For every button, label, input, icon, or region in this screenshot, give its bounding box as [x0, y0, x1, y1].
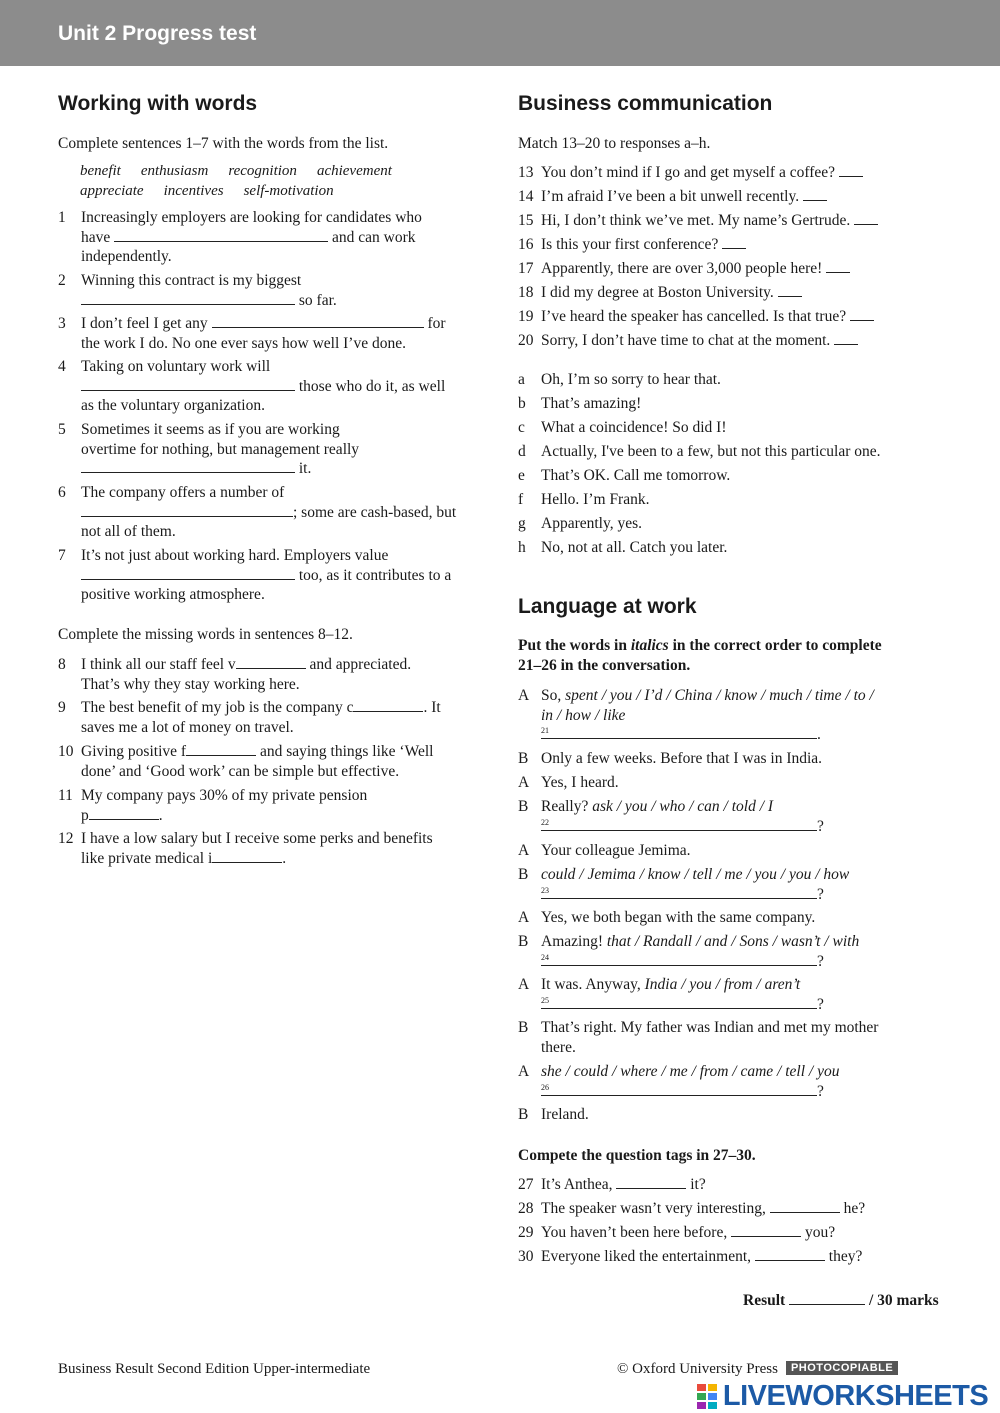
question-number: 10	[58, 743, 74, 760]
response-text: Hello. I’m Frank.	[541, 491, 650, 508]
response-b	[518, 394, 943, 414]
question-text: . It	[423, 699, 441, 716]
question-6	[58, 483, 483, 543]
dialogue-text: ?	[817, 1082, 824, 1100]
answer-blank-29[interactable]	[731, 1223, 801, 1237]
question-number: 11	[58, 787, 73, 804]
question-text: and can work	[332, 228, 416, 246]
speaker-label: A	[518, 842, 530, 859]
question-text: The speaker wasn’t very interesting,	[541, 1200, 766, 1217]
question-text: not all of them.	[81, 523, 176, 540]
response-text: That’s amazing!	[541, 395, 642, 412]
question-text: I did my degree at Boston University.	[541, 284, 774, 301]
dialogue-line	[518, 773, 943, 793]
dialogue-text: Really?	[541, 798, 589, 815]
question-number: 8	[58, 656, 66, 673]
question-text: Taking on voluntary work will	[81, 358, 271, 375]
question-text: I don’t feel I get any	[81, 315, 208, 332]
question-20	[518, 331, 943, 351]
question-7	[58, 546, 483, 606]
dialogue-text: That’s right. My father was Indian and met my mother	[541, 1019, 879, 1036]
question-number: 4	[58, 358, 66, 375]
question-text: The best benefit of my job is the company c	[81, 699, 354, 716]
question-11	[58, 786, 483, 826]
speaker-label: B	[518, 1106, 529, 1123]
answer-blank-22[interactable]	[541, 817, 817, 831]
response-c	[518, 418, 943, 438]
question-text: Sorry, I don’t have time to chat at the moment.	[541, 332, 831, 349]
question-text: the work I do. No one ever says how well I’ve done.	[81, 334, 406, 352]
answer-blank-11[interactable]	[89, 806, 159, 820]
question-text: .	[158, 806, 163, 824]
response-letter: f	[518, 491, 524, 508]
response-h	[518, 538, 943, 558]
question-number: 1	[58, 209, 66, 226]
question-number: 28	[518, 1200, 534, 1217]
response-text: Apparently, yes.	[541, 515, 643, 532]
answer-blank-26[interactable]	[541, 1082, 817, 1096]
response-text: Actually, I've been to a few, but not this particular one.	[541, 443, 881, 460]
question-text: Increasingly employers are looking for candidates who	[81, 209, 422, 226]
dialogue-text: there.	[541, 1038, 576, 1056]
response-text: That’s OK. Call me tomorrow.	[541, 467, 731, 484]
item-number: 24	[541, 952, 549, 962]
question-number: 27	[518, 1176, 534, 1193]
question-16	[518, 235, 943, 255]
question-number: 17	[518, 260, 534, 277]
question-text: That’s why they stay working here.	[81, 675, 300, 693]
question-text: You haven’t been here before,	[541, 1224, 728, 1241]
question-text: p	[81, 806, 89, 824]
answer-blank-30[interactable]	[755, 1247, 825, 1261]
answer-blank-14[interactable]	[803, 189, 827, 201]
question-text: Winning this contract is my biggest	[81, 272, 302, 289]
answer-blank-5[interactable]	[81, 459, 295, 473]
dialogue-text: ?	[817, 952, 824, 970]
jumbled-words: that / Randall / and / Sons / wasn’t / with	[606, 933, 860, 950]
response-letter: b	[518, 395, 526, 412]
question-text: have	[81, 228, 111, 246]
item-number: 21	[541, 726, 549, 735]
word-list	[80, 161, 412, 181]
question-29	[518, 1223, 943, 1243]
response-letter: a	[518, 371, 525, 388]
question-18	[518, 283, 943, 303]
question-text: Sometimes it seems as if you are working	[81, 421, 340, 438]
dialogue-text: Yes, we both began with the same company.	[541, 909, 816, 926]
question-9	[58, 698, 483, 738]
question-19	[518, 307, 943, 327]
response-letter: d	[518, 443, 526, 460]
question-text: he?	[843, 1200, 866, 1217]
result-score	[743, 1291, 939, 1310]
copyright-text: © Oxford University Press	[617, 1361, 778, 1377]
dialogue-line	[518, 749, 943, 769]
item-number: 22	[541, 817, 549, 827]
question-30	[518, 1247, 943, 1267]
question-number: 3	[58, 315, 66, 332]
question-number: 5	[58, 421, 66, 438]
dialogue-line-23	[518, 865, 943, 905]
speaker-label: B	[518, 750, 529, 767]
item-number: 26	[541, 1082, 549, 1092]
answer-blank-7[interactable]	[81, 566, 295, 580]
jumbled-words: she / could / where / me / from / came / tell / you	[541, 1063, 840, 1080]
question-text: Is this your first conference?	[541, 236, 719, 253]
question-text: it?	[690, 1176, 706, 1193]
word-item: appreciate	[80, 183, 144, 199]
dialogue-line	[518, 908, 943, 928]
question-text: I have a low salary but I receive some perks and benefits	[81, 830, 433, 847]
dialogue-text: ?	[817, 817, 824, 835]
answer-blank-3[interactable]	[212, 314, 424, 328]
page-header	[0, 0, 1000, 66]
question-number: 19	[518, 308, 534, 325]
result-marks: / 30 marks	[868, 1292, 939, 1309]
dialogue-text: So,	[541, 687, 562, 704]
question-text: It’s Anthea,	[541, 1176, 613, 1193]
question-text: .	[282, 849, 287, 867]
question-text: so far.	[298, 291, 337, 309]
question-text: It’s not just about working hard. Employers value	[81, 547, 389, 564]
question-12	[58, 829, 483, 869]
response-text: Oh, I’m so sorry to hear that.	[541, 371, 721, 388]
question-1	[58, 208, 483, 268]
instruction-1-7: Complete sentences 1–7 with the words from the list.	[58, 135, 389, 152]
answer-blank-9[interactable]	[353, 698, 423, 712]
liveworksheets-logo-icon	[697, 1384, 719, 1410]
speaker-label: B	[518, 933, 529, 950]
question-text: You don’t mind if I go and get myself a coffee?	[541, 164, 836, 181]
dialogue-text: Your colleague Jemima.	[541, 842, 691, 859]
question-text: you?	[804, 1224, 836, 1241]
word-item: recognition	[228, 163, 297, 179]
word-item: achievement	[316, 163, 392, 179]
item-number: 25	[541, 995, 549, 1005]
dialogue-text: It was. Anyway,	[541, 976, 641, 993]
instruction-21-26	[518, 636, 882, 676]
response-letter: h	[518, 539, 526, 556]
question-text: Everyone liked the entertainment,	[541, 1248, 752, 1265]
dialogue-line	[518, 841, 943, 861]
answer-blank-23[interactable]	[541, 885, 817, 899]
dialogue-line-22	[518, 797, 943, 837]
jumbled-words: spent / you / I’d / China / know / much / time / to /	[565, 687, 874, 704]
dialogue-line-25	[518, 975, 943, 1015]
dialogue-text: .	[817, 726, 821, 743]
dialogue-text: ?	[817, 995, 824, 1013]
answer-blank-13[interactable]	[839, 165, 863, 177]
answer-blank-10[interactable]	[186, 742, 256, 756]
answer-blank-17[interactable]	[826, 261, 850, 273]
answer-blank-20[interactable]	[834, 333, 858, 345]
question-text: I’ve heard the speaker has cancelled. Is that true?	[541, 308, 847, 325]
dialogue-text: Ireland.	[541, 1106, 589, 1123]
dialogue-line	[518, 1105, 943, 1125]
instruction-text: 21–26 in the conversation.	[518, 657, 691, 674]
question-number: 2	[58, 272, 66, 289]
result-label: Result	[743, 1292, 786, 1309]
jumbled-words: in / how / like	[541, 706, 626, 724]
response-letter: c	[518, 419, 525, 436]
instruction-8-12: Complete the missing words in sentences 8–12.	[58, 626, 353, 643]
question-10	[58, 742, 483, 782]
section-title-business-communication: Business communication	[518, 92, 773, 115]
answer-blank-21[interactable]	[541, 725, 817, 739]
question-text: My company pays 30% of my private pension	[81, 787, 368, 804]
question-15	[518, 211, 943, 231]
question-4	[58, 357, 483, 417]
question-text: The company offers a number of	[81, 484, 285, 501]
answer-blank-28[interactable]	[770, 1199, 840, 1213]
question-text: it.	[298, 460, 312, 477]
question-number: 9	[58, 699, 66, 716]
liveworksheets-text: LIVEWORKSHEETS	[722, 1380, 989, 1412]
response-f	[518, 490, 943, 510]
answer-blank-16[interactable]	[722, 237, 746, 249]
question-text: Apparently, there are over 3,000 people here!	[541, 260, 823, 277]
question-text: overtime for nothing, but management really	[81, 440, 360, 458]
speaker-label: B	[518, 866, 529, 883]
question-8	[58, 655, 483, 695]
question-text: and saying things like ‘Well	[259, 743, 434, 760]
speaker-label: B	[518, 1019, 529, 1036]
speaker-label: A	[518, 774, 530, 791]
answer-blank-18[interactable]	[778, 285, 802, 297]
photocopiable-badge: PHOTOCOPIABLE	[786, 1361, 898, 1375]
speaker-label: A	[518, 1063, 530, 1080]
question-text: those who do it, as well	[298, 377, 446, 395]
dialogue-line-21	[518, 686, 943, 744]
speaker-label: A	[518, 909, 530, 926]
instruction-13-20: Match 13–20 to responses a–h.	[518, 135, 711, 152]
answer-blank-27[interactable]	[616, 1175, 686, 1189]
question-text: too, as it contributes to a	[298, 566, 452, 584]
answer-blank-4[interactable]	[81, 377, 295, 391]
answer-blank-24[interactable]	[541, 952, 817, 966]
dialogue-line-26	[518, 1062, 943, 1102]
footer-book-title: Business Result Second Edition Upper-intermediate	[58, 1361, 371, 1377]
answer-blank-19[interactable]	[850, 309, 874, 321]
question-text: I think all our staff feel v	[81, 656, 236, 673]
speaker-label: B	[518, 798, 529, 815]
instruction-27-30: Compete the question tags in 27–30.	[518, 1147, 756, 1164]
dialogue-line	[518, 1018, 943, 1058]
answer-blank-2[interactable]	[81, 291, 295, 305]
jumbled-words: could / Jemima / know / tell / me / you / you / how	[541, 866, 850, 883]
question-number: 29	[518, 1224, 534, 1241]
speaker-label: A	[518, 687, 530, 704]
answer-blank-15[interactable]	[854, 213, 878, 225]
question-text: like private medical i	[81, 849, 213, 867]
question-28	[518, 1199, 943, 1219]
word-item: benefit	[80, 163, 121, 179]
answer-blank-6[interactable]	[81, 503, 293, 517]
question-text: I’m afraid I’ve been a bit unwell recently.	[541, 188, 800, 205]
answer-blank-1[interactable]	[114, 228, 328, 242]
item-number: 23	[541, 885, 549, 895]
instruction-text: Put the words in	[518, 637, 627, 654]
question-text: saves me a lot of money on travel.	[81, 718, 294, 736]
response-letter: e	[518, 467, 525, 484]
word-item: enthusiasm	[140, 163, 209, 179]
instruction-text: italics	[630, 637, 669, 654]
question-text: independently.	[81, 248, 172, 265]
response-letter: g	[518, 515, 526, 532]
answer-blank-25[interactable]	[541, 995, 817, 1009]
question-number: 12	[58, 830, 74, 847]
question-number: 7	[58, 547, 66, 564]
question-17	[518, 259, 943, 279]
question-number: 6	[58, 484, 66, 501]
answer-blank-8[interactable]	[236, 655, 306, 669]
question-3	[58, 314, 483, 354]
result-blank[interactable]	[789, 1291, 865, 1305]
word-item: self-motivation	[243, 183, 334, 199]
response-text: No, not at all. Catch you later.	[541, 539, 728, 556]
jumbled-words: ask / you / who / can / told / I	[592, 798, 774, 815]
word-list-row2	[80, 181, 354, 201]
response-d	[518, 442, 943, 462]
word-item: incentives	[163, 183, 224, 199]
section-title-working-with-words: Working with words	[58, 92, 258, 115]
question-14	[518, 187, 943, 207]
footer-copyright	[617, 1361, 898, 1378]
question-number: 14	[518, 188, 534, 205]
question-text: for	[427, 315, 446, 332]
answer-blank-12[interactable]	[212, 849, 282, 863]
question-text: Hi, I don’t think we’ve met. My name’s Gertrude.	[541, 212, 851, 229]
question-text: positive working atmosphere.	[81, 586, 265, 603]
question-text: and appreciated.	[309, 656, 412, 673]
question-5	[58, 420, 483, 480]
question-text: they?	[828, 1248, 863, 1265]
section-title-language-at-work: Language at work	[518, 595, 697, 618]
response-a	[518, 370, 943, 390]
question-text: as the voluntary organization.	[81, 397, 265, 414]
dialogue-text: Amazing!	[541, 933, 603, 950]
question-number: 30	[518, 1248, 534, 1265]
response-text: What a coincidence! So did I!	[541, 419, 727, 436]
question-text: Giving positive f	[81, 743, 187, 760]
dialogue-text: Yes, I heard.	[541, 774, 619, 791]
question-number: 13	[518, 164, 534, 181]
response-e	[518, 466, 943, 486]
dialogue-text: Only a few weeks. Before that I was in India.	[541, 750, 823, 767]
jumbled-words: India / you / from / aren’t	[644, 976, 801, 993]
liveworksheets-watermark	[697, 1380, 989, 1412]
question-2	[58, 271, 483, 311]
dialogue-line-24	[518, 932, 943, 972]
page-title: Unit 2 Progress test	[58, 22, 257, 45]
question-27	[518, 1175, 943, 1195]
speaker-label: A	[518, 976, 530, 993]
question-number: 15	[518, 212, 534, 229]
question-13	[518, 163, 943, 183]
dialogue-text: ?	[817, 885, 824, 903]
response-g	[518, 514, 943, 534]
question-number: 20	[518, 332, 534, 349]
question-text: ; some are cash-based, but	[293, 503, 457, 521]
question-number: 18	[518, 284, 534, 301]
question-number: 16	[518, 236, 534, 253]
question-text: done’ and ‘Good work’ can be simple but effective.	[81, 762, 400, 780]
instruction-text: in the correct order to complete	[672, 637, 882, 654]
